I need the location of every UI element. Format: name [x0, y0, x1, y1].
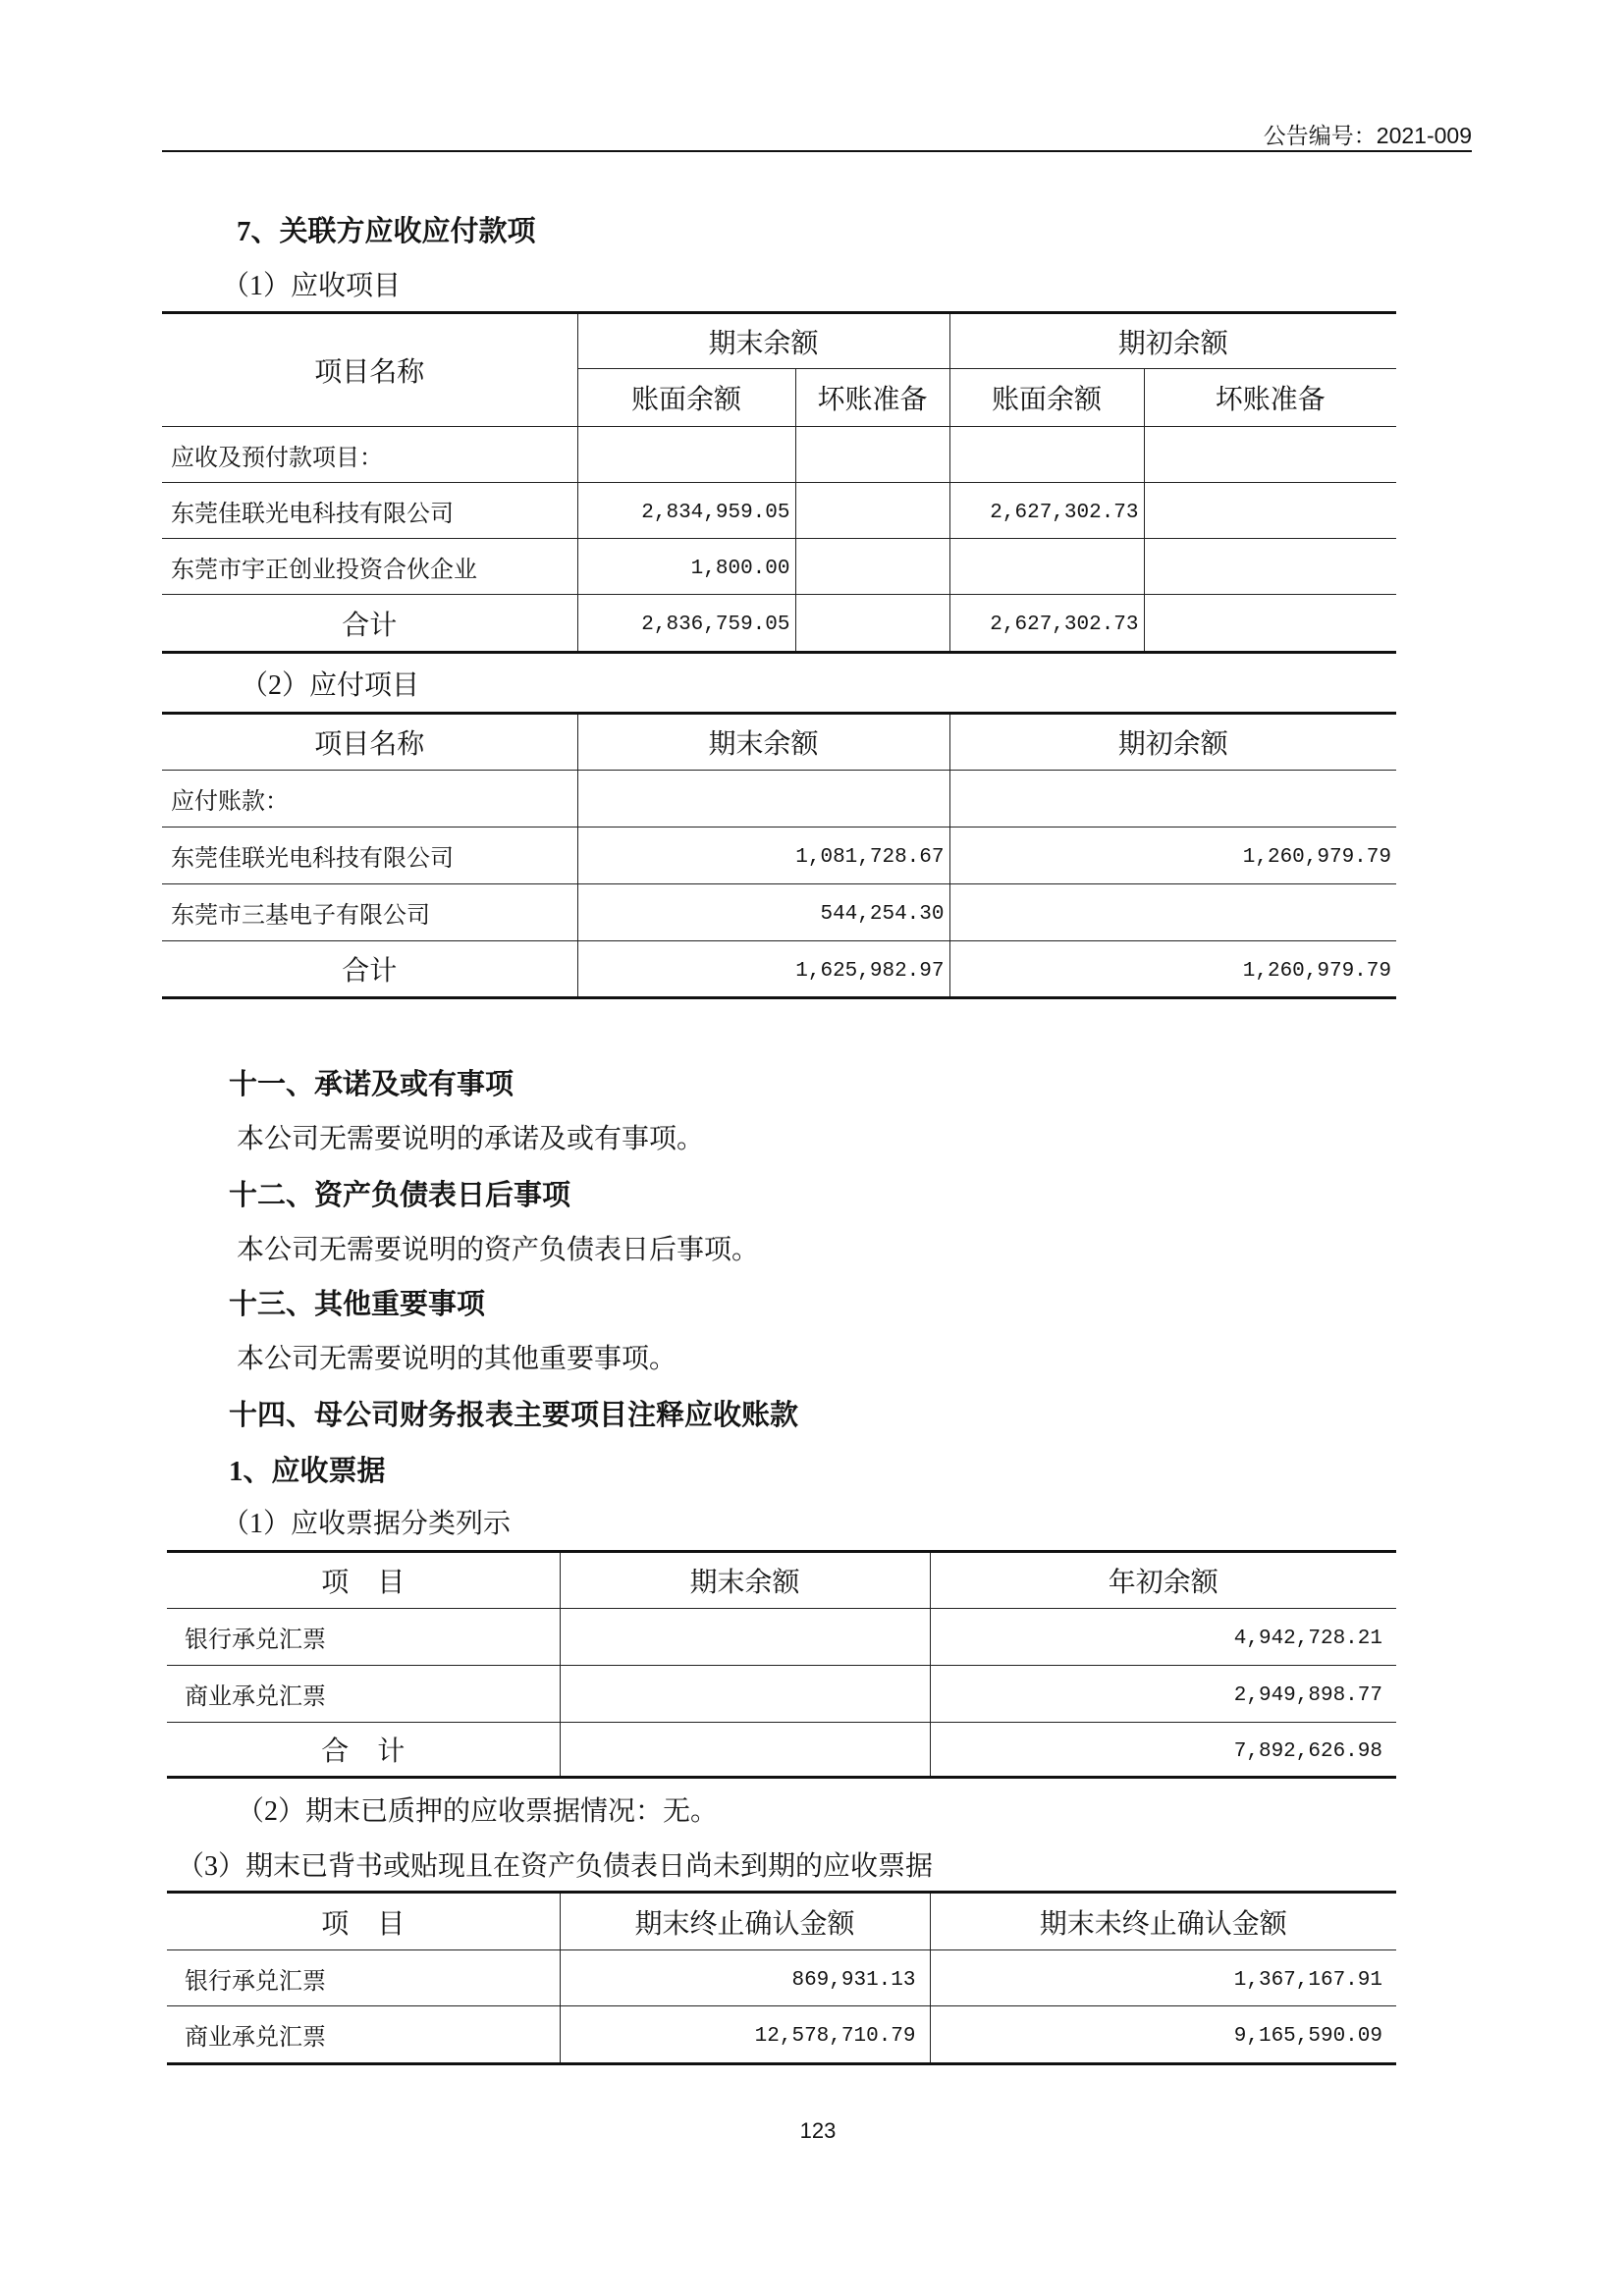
table-row — [162, 483, 1396, 539]
commitments-text: 本公司无需要说明的承诺及或有事项。 — [237, 1124, 705, 1154]
cell-closing-book: 1,800.00 — [577, 539, 795, 595]
cell-not-derecognized: 1,367,167.91 — [930, 1950, 1396, 2006]
row-label: 商业承兑汇票 — [167, 1666, 560, 1723]
cell-opening: 1,260,979.79 — [949, 941, 1396, 998]
header-opening-balance: 期初余额 — [949, 714, 1396, 771]
header-closing-balance: 期末余额 — [560, 1552, 930, 1609]
table-header-row — [167, 1893, 1396, 1950]
receivables-caption: （1）应收项目 — [222, 271, 402, 301]
header-opening-book-balance: 账面余额 — [949, 369, 1144, 427]
header-derecognized: 期末终止确认金额 — [560, 1893, 930, 1950]
cell-opening-bad-debt — [1144, 595, 1396, 653]
cell-closing — [577, 771, 949, 828]
cell-opening-book — [949, 427, 1144, 483]
header-rule — [162, 150, 1472, 152]
announcement-number: 公告编号：2021-009 — [1263, 123, 1472, 148]
cell-closing — [560, 1666, 930, 1723]
header-item: 项 目 — [167, 1552, 560, 1609]
row-label: 东莞市宇正创业投资合伙企业 — [162, 539, 577, 595]
cell-closing: 1,625,982.97 — [577, 941, 949, 998]
table-total-row — [167, 1723, 1396, 1778]
receivables-table — [162, 311, 1396, 654]
cell-closing — [560, 1723, 930, 1778]
section-title-related-party: 7、关联方应收应付款项 — [237, 216, 536, 247]
section-title-subsequent-events: 十二、资产负债表日后事项 — [229, 1180, 571, 1211]
table-row — [162, 828, 1396, 884]
cell-derecognized: 869,931.13 — [560, 1950, 930, 2006]
table-row — [162, 539, 1396, 595]
header-opening-bad-debt: 坏账准备 — [1144, 369, 1396, 427]
table-header-row — [167, 1552, 1396, 1609]
cell-opening: 2,949,898.77 — [930, 1666, 1396, 1723]
section-title-other-matters: 十三、其他重要事项 — [229, 1289, 486, 1320]
row-label: 东莞佳联光电科技有限公司 — [162, 828, 577, 884]
table-row — [162, 771, 1396, 828]
header-item-name: 项目名称 — [162, 714, 577, 771]
subsequent-events-text: 本公司无需要说明的资产负债表日后事项。 — [237, 1235, 760, 1265]
cell-closing-book: 2,834,959.05 — [577, 483, 795, 539]
endorsed-bills-table — [167, 1891, 1396, 2065]
header-opening-balance: 年初余额 — [930, 1552, 1396, 1609]
cell-derecognized: 12,578,710.79 — [560, 2006, 930, 2064]
table-row — [167, 1950, 1396, 2006]
table-total-row — [162, 941, 1396, 998]
header-item: 项 目 — [167, 1893, 560, 1950]
table-row — [167, 1666, 1396, 1723]
cell-closing-bad-debt — [795, 483, 949, 539]
pledged-bills-note: （2）期末已质押的应收票据情况：无。 — [237, 1796, 719, 1827]
cell-opening — [949, 771, 1396, 828]
cell-closing: 1,081,728.67 — [577, 828, 949, 884]
subsection-title-notes-receivable: 1、应收票据 — [229, 1456, 386, 1487]
row-label: 银行承兑汇票 — [167, 1609, 560, 1666]
table-row — [162, 427, 1396, 483]
header-closing-book-balance: 账面余额 — [577, 369, 795, 427]
cell-closing-bad-debt — [795, 595, 949, 653]
payables-caption: （2）应付项目 — [241, 670, 420, 701]
cell-closing-book — [577, 427, 795, 483]
cell-closing: 544,254.30 — [577, 884, 949, 941]
cell-opening-book — [949, 539, 1144, 595]
cell-closing — [560, 1609, 930, 1666]
header-opening-balance: 期初余额 — [949, 313, 1396, 369]
row-label: 东莞市三基电子有限公司 — [162, 884, 577, 941]
header-not-derecognized: 期末未终止确认金额 — [930, 1893, 1396, 1950]
cell-opening — [949, 884, 1396, 941]
payables-table — [162, 712, 1396, 999]
bills-by-category-table — [167, 1550, 1396, 1779]
table-row — [167, 1609, 1396, 1666]
cell-not-derecognized: 9,165,590.09 — [930, 2006, 1396, 2064]
cell-opening-bad-debt — [1144, 483, 1396, 539]
row-label: 应收及预付款项目： — [162, 427, 577, 483]
header-closing-bad-debt: 坏账准备 — [795, 369, 949, 427]
endorsed-bills-caption: （3）期末已背书或贴现且在资产负债表日尚未到期的应收票据 — [177, 1851, 934, 1882]
total-label: 合计 — [162, 941, 577, 998]
row-label: 东莞佳联光电科技有限公司 — [162, 483, 577, 539]
row-label: 银行承兑汇票 — [167, 1950, 560, 2006]
total-label: 合 计 — [167, 1723, 560, 1778]
cell-opening: 1,260,979.79 — [949, 828, 1396, 884]
cell-closing-bad-debt — [795, 539, 949, 595]
cell-opening-bad-debt — [1144, 539, 1396, 595]
header-item-name: 项目名称 — [162, 313, 577, 427]
row-label: 商业承兑汇票 — [167, 2006, 560, 2064]
cell-closing-book: 2,836,759.05 — [577, 595, 795, 653]
cell-closing-bad-debt — [795, 427, 949, 483]
cell-opening-book: 2,627,302.73 — [949, 483, 1144, 539]
table-total-row — [162, 595, 1396, 653]
header-closing-balance: 期末余额 — [577, 313, 949, 369]
section-title-parent-company: 十四、母公司财务报表主要项目注释应收账款 — [229, 1400, 799, 1431]
cell-opening-bad-debt — [1144, 427, 1396, 483]
cell-opening: 7,892,626.98 — [930, 1723, 1396, 1778]
total-label: 合计 — [162, 595, 577, 653]
section-title-commitments: 十一、承诺及或有事项 — [229, 1069, 514, 1100]
header-closing-balance: 期末余额 — [577, 714, 949, 771]
page-number: 123 — [799, 2118, 837, 2143]
table-header-row — [162, 714, 1396, 771]
table-header-row — [162, 313, 1396, 369]
other-matters-text: 本公司无需要说明的其他重要事项。 — [237, 1344, 677, 1374]
table-row — [162, 884, 1396, 941]
row-label: 应付账款： — [162, 771, 577, 828]
cell-opening: 4,942,728.21 — [930, 1609, 1396, 1666]
cell-opening-book: 2,627,302.73 — [949, 595, 1144, 653]
table-row — [167, 2006, 1396, 2064]
bills-by-category-caption: （1）应收票据分类列示 — [222, 1509, 512, 1539]
